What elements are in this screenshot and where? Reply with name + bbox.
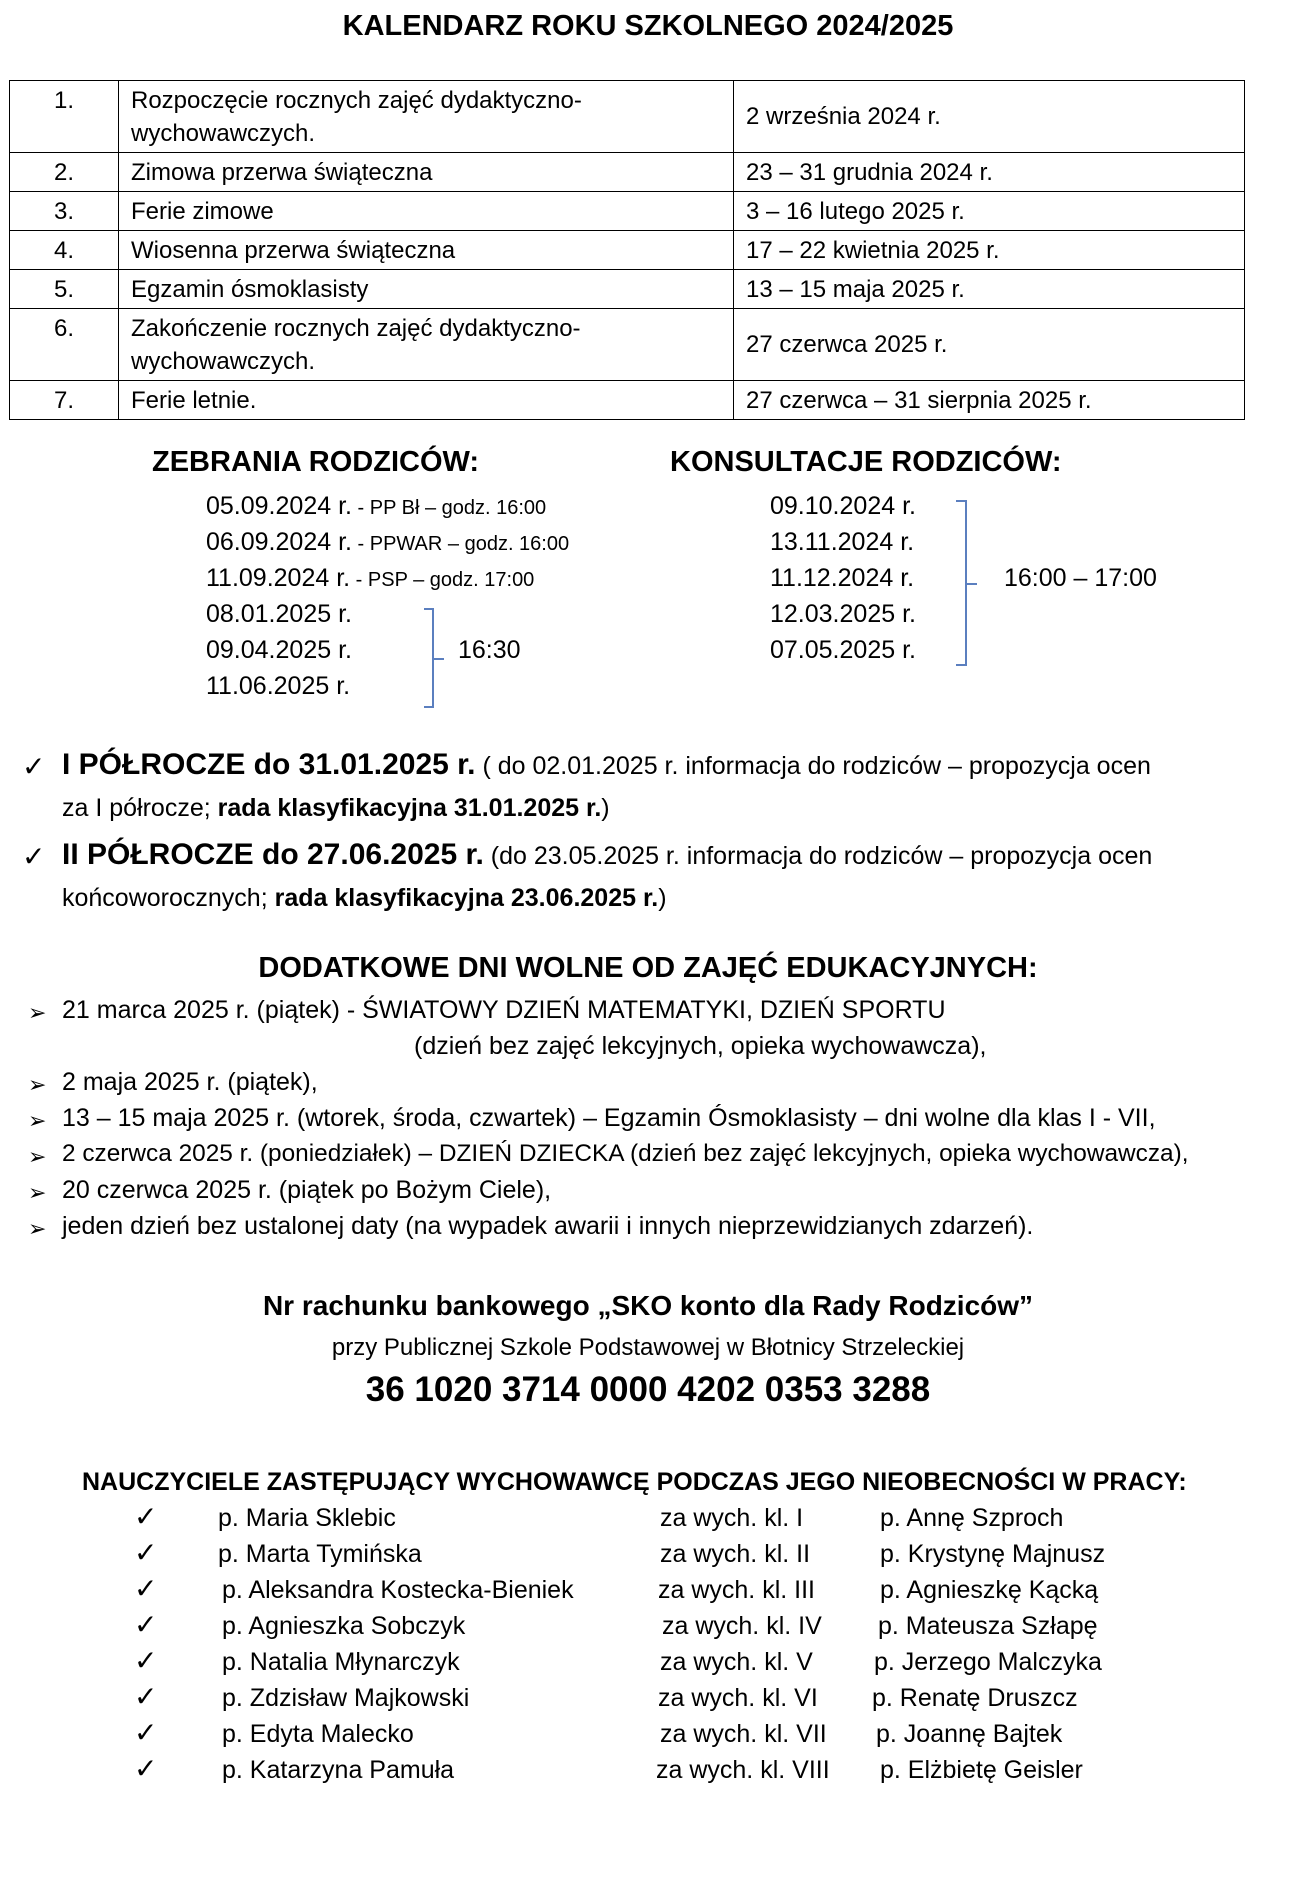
check-icon: ✓ — [134, 1645, 158, 1676]
bank-account-number: 36 1020 3714 0000 4202 0353 3288 — [365, 1370, 931, 1409]
arrow-bullet-icon: ➢ — [28, 1216, 47, 1241]
table-row — [10, 309, 1245, 381]
calendar-table — [9, 80, 1245, 420]
substitute-teacher: p. Krystynę Majnusz — [880, 1540, 1106, 1568]
substitute-teacher: p. Agnieszkę Kącką — [880, 1576, 1099, 1604]
substitute-class: za wych. kl. VI — [658, 1684, 818, 1712]
substitute-teacher: p. Jerzego Malczyka — [874, 1648, 1102, 1676]
semester-first: I PÓŁROCZE do 31.01.2025 r. ( do 02.01.2025 r. informacja do rodziców – propozycja ocen — [62, 748, 1151, 781]
bank-title: Nr rachunku bankowego „SKO konto dla Rady Rodziców” — [262, 1290, 1034, 1321]
substitute-teacher: p. Elżbietę Geisler — [880, 1756, 1083, 1784]
row-description: Egzamin ósmoklasisty — [119, 270, 734, 309]
consultation-date: 12.03.2025 r. — [770, 600, 916, 628]
substitute-teacher: p. Joannę Bajtek — [876, 1720, 1063, 1748]
check-icon: ✓ — [134, 1573, 158, 1604]
page-title: KALENDARZ ROKU SZKOLNEGO 2024/2025 — [342, 10, 954, 42]
substitute-name: p. Agnieszka Sobczyk — [222, 1612, 466, 1640]
meeting-item: 09.04.2025 r. — [206, 636, 352, 664]
meeting-item: 08.01.2025 r. — [206, 600, 352, 628]
substitute-name: p. Katarzyna Pamuła — [222, 1756, 455, 1784]
consultations-bracket — [956, 500, 967, 666]
row-number: 1. — [10, 81, 119, 153]
substitute-class: za wych. kl. II — [660, 1540, 811, 1568]
row-number: 7. — [10, 381, 119, 420]
days-off-item: 20 czerwca 2025 r. (piątek po Bożym Ciele), — [62, 1176, 552, 1204]
meetings-group-time: 16:30 — [458, 636, 521, 664]
row-date: 13 – 15 maja 2025 r. — [734, 270, 1245, 309]
arrow-bullet-icon: ➢ — [28, 1072, 47, 1097]
row-number: 2. — [10, 153, 119, 192]
substitute-class: za wych. kl. III — [658, 1576, 815, 1604]
consultation-date: 11.12.2024 r. — [770, 564, 915, 592]
substitute-class: za wych. kl. VII — [660, 1720, 827, 1748]
row-description: Rozpoczęcie rocznych zajęć dydaktyczno- wychowawczych. — [119, 81, 734, 153]
arrow-bullet-icon: ➢ — [28, 1144, 47, 1169]
substitute-teacher: p. Renatę Druszcz — [872, 1684, 1078, 1712]
check-icon: ✓ — [134, 1717, 158, 1748]
substitute-teacher: p. Mateusza Szłapę — [878, 1612, 1098, 1640]
row-description: Ferie zimowe — [119, 192, 734, 231]
substitutes-heading: NAUCZYCIELE ZASTĘPUJĄCY WYCHOWAWCĘ PODCZAS JEGO NIEOBECNOŚCI W PRACY: — [82, 1468, 1187, 1496]
days-off-item: jeden dzień bez ustalonej daty (na wypadek awarii i innych nieprzewidzianych zdarzeń). — [62, 1212, 1034, 1240]
meetings-heading: ZEBRANIA RODZICÓW: — [152, 446, 480, 478]
row-date: 23 – 31 grudnia 2024 r. — [734, 153, 1245, 192]
table-row — [10, 153, 1245, 192]
consultations-time: 16:00 – 17:00 — [1004, 564, 1157, 592]
arrow-bullet-icon: ➢ — [28, 1000, 47, 1025]
consultation-date: 09.10.2024 r. — [770, 492, 916, 520]
days-off-item: 2 maja 2025 r. (piątek), — [62, 1068, 318, 1096]
check-icon: ✓ — [134, 1609, 158, 1640]
substitute-name: p. Aleksandra Kostecka-Bieniek — [222, 1576, 574, 1604]
substitute-class: za wych. kl. VIII — [656, 1756, 830, 1784]
semester-second-line2: końcoworocznych; rada klasyfikacyjna 23.06.2025 r.) — [62, 884, 667, 912]
row-description: Wiosenna przerwa świąteczna — [119, 231, 734, 270]
consultations-heading: KONSULTACJE RODZICÓW: — [670, 446, 1062, 478]
bank-subtitle: przy Publicznej Szkole Podstawowej w Błotnicy Strzeleckiej — [331, 1334, 965, 1361]
substitute-name: p. Zdzisław Majkowski — [222, 1684, 470, 1712]
row-description: Zimowa przerwa świąteczna — [119, 153, 734, 192]
substitute-name: p. Maria Sklebic — [218, 1504, 396, 1532]
consultation-date: 13.11.2024 r. — [770, 528, 915, 556]
substitute-name: p. Edyta Malecko — [222, 1720, 414, 1748]
days-off-item-continuation: (dzień bez zajęć lekcyjnych, opieka wychowawcza), — [414, 1032, 987, 1060]
row-number: 3. — [10, 192, 119, 231]
row-date: 2 września 2024 r. — [734, 81, 1245, 153]
substitute-class: za wych. kl. IV — [662, 1612, 822, 1640]
semester-first-line2: za I półrocze; rada klasyfikacyjna 31.01.2025 r.) — [62, 794, 610, 822]
row-description: Zakończenie rocznych zajęć dydaktyczno- wychowawczych. — [119, 309, 734, 381]
substitute-class: za wych. kl. V — [660, 1648, 813, 1676]
row-number: 5. — [10, 270, 119, 309]
days-off-heading: DODATKOWE DNI WOLNE OD ZAJĘĆ EDUKACYJNYCH: — [258, 952, 1038, 984]
meetings-bracket — [424, 608, 434, 708]
semester-second: II PÓŁROCZE do 27.06.2025 r. (do 23.05.2025 r. informacja do rodziców – propozycja ocen — [62, 838, 1153, 871]
substitute-name: p. Natalia Młynarczyk — [222, 1648, 460, 1676]
row-number: 6. — [10, 309, 119, 381]
table-row — [10, 81, 1245, 153]
row-date: 27 czerwca – 31 sierpnia 2025 r. — [734, 381, 1245, 420]
arrow-bullet-icon: ➢ — [28, 1108, 47, 1133]
check-icon: ✓ — [22, 751, 46, 782]
days-off-item: 2 czerwca 2025 r. (poniedziałek) – DZIEŃ DZIECKA (dzień bez zajęć lekcyjnych, opieka wychowawcza), — [62, 1140, 1189, 1167]
consultation-date: 07.05.2025 r. — [770, 636, 916, 664]
row-description: Ferie letnie. — [119, 381, 734, 420]
meeting-item: 06.09.2024 r. - PPWAR – godz. 16:00 — [206, 528, 570, 556]
check-icon: ✓ — [22, 841, 46, 872]
days-off-item: 21 marca 2025 r. (piątek) - ŚWIATOWY DZIEŃ MATEMATYKI, DZIEŃ SPORTU — [62, 996, 946, 1024]
table-row — [10, 381, 1245, 420]
days-off-item: 13 – 15 maja 2025 r. (wtorek, środa, czwartek) – Egzamin Ósmoklasisty – dni wolne dla klas I - VII, — [62, 1104, 1156, 1132]
row-date: 27 czerwca 2025 r. — [734, 309, 1245, 381]
check-icon: ✓ — [134, 1501, 158, 1532]
substitute-name: p. Marta Tymińska — [218, 1540, 422, 1568]
row-date: 17 – 22 kwietnia 2025 r. — [734, 231, 1245, 270]
substitute-class: za wych. kl. I — [660, 1504, 804, 1532]
table-row — [10, 192, 1245, 231]
check-icon: ✓ — [134, 1681, 158, 1712]
row-number: 4. — [10, 231, 119, 270]
table-row — [10, 270, 1245, 309]
check-icon: ✓ — [134, 1537, 158, 1568]
meeting-item: 11.06.2025 r. — [206, 672, 351, 700]
meeting-item: 05.09.2024 r. - PP Bł – godz. 16:00 — [206, 492, 547, 520]
table-row — [10, 231, 1245, 270]
substitute-teacher: p. Annę Szproch — [880, 1504, 1064, 1532]
meeting-item: 11.09.2024 r. - PSP – godz. 17:00 — [206, 564, 535, 592]
row-date: 3 – 16 lutego 2025 r. — [734, 192, 1245, 231]
arrow-bullet-icon: ➢ — [28, 1180, 47, 1205]
check-icon: ✓ — [134, 1753, 158, 1784]
